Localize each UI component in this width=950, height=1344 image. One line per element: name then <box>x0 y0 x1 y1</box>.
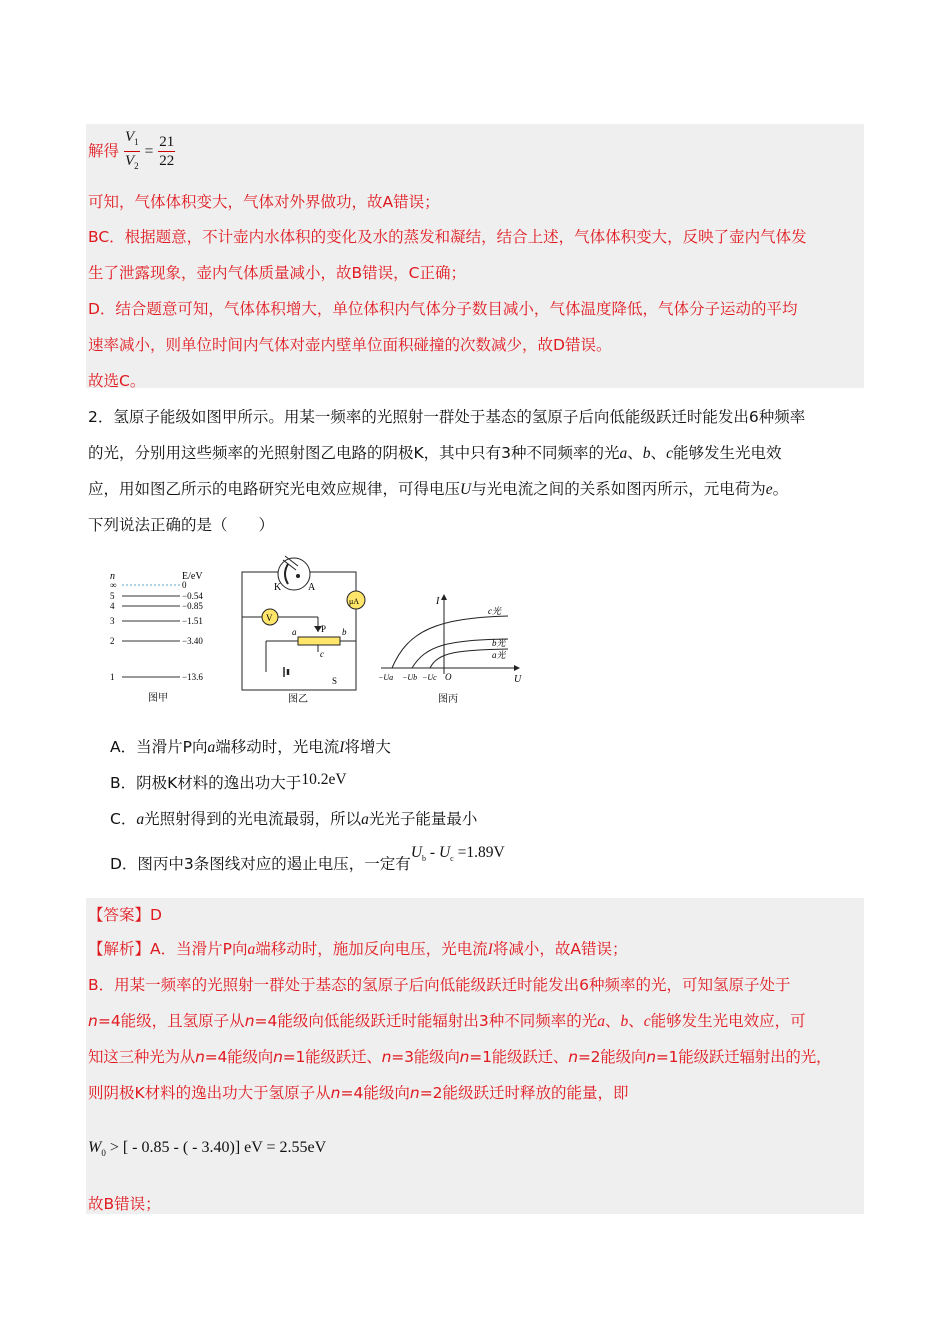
rheostat <box>298 637 340 645</box>
option-A-mid: 端移动时，光电流 <box>215 738 340 756</box>
var-b: b <box>620 1013 629 1030</box>
var-n: n <box>88 1012 98 1030</box>
fraction-lhs <box>124 128 140 175</box>
sub-b: b <box>422 854 427 864</box>
var-c: c <box>666 445 673 462</box>
ans-l5-b: =2能级跃迁时释放的能量，即 <box>419 1084 629 1102</box>
frac-rhs-den: 22 <box>159 153 175 169</box>
label-b: b <box>342 627 347 637</box>
origin-O: O <box>445 672 452 682</box>
frac-den: V <box>124 153 135 169</box>
label-V: V <box>266 613 273 623</box>
fraction-rhs <box>158 133 175 170</box>
option-D-value: =1.89V <box>457 844 505 861</box>
minus: - <box>429 844 439 861</box>
axis-U: U <box>514 674 522 685</box>
var-a: a <box>619 445 628 462</box>
option-B-text: B．阴极K材料的逸出功大于 <box>110 774 302 792</box>
var-W: W <box>88 1139 102 1156</box>
ans-l4-b: =1能级跃迁、 <box>282 1048 382 1066</box>
label-Ub: −Ub <box>402 673 418 682</box>
var-a: a <box>247 941 256 958</box>
ans-l1-mid: 端移动时，施加反向电压，光电流 <box>255 940 488 958</box>
option-C-text: C． <box>110 810 137 828</box>
q3-text-c: 。 <box>772 480 789 498</box>
answer-line-6: 故B错误； <box>88 1195 161 1213</box>
label-S: S <box>332 676 338 686</box>
solution-prefix: 解得 <box>88 142 120 160</box>
q2-text-a: 的光，分别用这些频率的光照射图乙电路的阴极K，其中只有3种不同频率的光 <box>88 444 620 462</box>
level-n-label: 1 <box>110 672 115 682</box>
var-U: U <box>410 844 423 861</box>
sep: 、 <box>650 444 667 462</box>
sep: 、 <box>627 444 643 462</box>
question-line-1: 2．氢原子能级如图甲所示。用某一频率的光照射一群处于基态的氢原子后向低能级跃迁时能发出6种频率 <box>88 408 806 426</box>
var-I: I <box>487 941 493 958</box>
equation-body: > [ - 0.85 - ( - 3.40)] eV = 2.55eV <box>105 1139 327 1156</box>
var-a: a <box>597 1013 605 1030</box>
solution-line-4: 生了泄露现象，壶内气体质量减小，故B错误，C正确； <box>88 264 466 282</box>
ans-l3-b: =4能级向低能级跃迁时能辐射出3种不同频率的光 <box>254 1012 598 1030</box>
ans-l4-d: =1能级跃迁、 <box>469 1048 569 1066</box>
option-D-text: D．图丙中3条图线对应的遏止电压，一定有 <box>110 855 411 873</box>
option-C-mid: 光照射得到的光电流最弱，所以 <box>144 810 362 828</box>
level-n-label: 5 <box>110 591 115 601</box>
jia-E-label: E/eV <box>182 571 203 582</box>
frac-rhs-num: 21 <box>159 134 175 150</box>
var-n: n <box>409 1084 420 1102</box>
figure-yi <box>236 552 366 707</box>
var-a: a <box>361 811 369 828</box>
ans-l5-a: =4能级向 <box>340 1084 410 1102</box>
answer-line-4 <box>88 1045 831 1067</box>
label-c-light: c光 <box>488 606 501 616</box>
ans-l4-f: =1能级跃迁辐射出的光， <box>655 1048 832 1066</box>
option-A-text: A．当滑片P向 <box>110 738 208 756</box>
var-a: a <box>136 811 145 828</box>
label-Uc: −Uc <box>422 673 437 682</box>
option-B-value: 10.2eV <box>301 771 347 788</box>
bing-caption: 图丙 <box>438 694 458 705</box>
var-b: b <box>642 445 651 462</box>
ans-l3-c: 能够发生光电效应，可 <box>650 1012 806 1030</box>
level-energy-label: −0.85 <box>182 601 203 611</box>
var-U: U <box>460 481 472 498</box>
option-A-post: 将增大 <box>344 738 391 756</box>
level-n-label: 4 <box>110 601 115 611</box>
option-B[interactable] <box>110 771 347 793</box>
question-line-2 <box>88 441 781 463</box>
question-line-3 <box>88 477 788 499</box>
label-P: P <box>321 624 327 634</box>
ans-l4-e: =2能级向 <box>577 1048 647 1066</box>
solution-line-2: 可知，气体体积变大，气体对外界做功，故A错误； <box>88 193 440 211</box>
question-line-4: 下列说法正确的是（ ） <box>88 516 275 534</box>
var-a: a <box>207 739 216 756</box>
option-C-post: 光光子能量最小 <box>368 810 478 828</box>
var-n: n <box>273 1048 283 1066</box>
level-n-label: ∞ <box>110 580 117 590</box>
level-energy-label: −0.54 <box>182 591 203 601</box>
label-b-light: b光 <box>492 638 506 648</box>
var-n: n <box>568 1048 578 1066</box>
ans-l4-pre: 知这三种光为从 <box>88 1048 196 1066</box>
figure-bing <box>378 590 528 705</box>
answer-equation <box>88 1139 326 1158</box>
var-U: U <box>438 844 451 861</box>
label-A: A <box>308 582 316 593</box>
ans-l4-a: =4能级向 <box>204 1048 274 1066</box>
option-C[interactable] <box>110 807 477 829</box>
frac-den-sub: 2 <box>134 161 139 171</box>
sub-0: 0 <box>101 1148 106 1159</box>
axis-I: I <box>436 596 440 607</box>
answer-line-5 <box>88 1081 629 1103</box>
yi-caption: 图乙 <box>288 694 308 705</box>
answer-line-2: B．用某一频率的光照射一群处于基态的氢原子后向低能级跃迁时能发出6种频率的光，可知氢原子处于 <box>88 976 791 994</box>
solution-line-7: 故选C。 <box>88 372 146 390</box>
ans-l1-pre: 【解析】A．当滑片P向 <box>88 940 248 958</box>
level-energy-label: −13.6 <box>182 672 203 682</box>
var-n: n <box>459 1048 470 1066</box>
label-a: a <box>292 627 297 637</box>
energy-levels <box>110 580 203 682</box>
ans-l5-pre: 则阴极K材料的逸出功大于氢原子从 <box>88 1084 331 1102</box>
label-Ua: −Ua <box>378 673 394 682</box>
q3-text-a: 应，用如图乙所示的电路研究光电效应规律，可得电压 <box>88 480 461 498</box>
var-c: c <box>643 1013 651 1030</box>
jia-caption: 图甲 <box>148 693 168 704</box>
var-n: n <box>646 1048 656 1066</box>
answer-label: 【答案】D <box>88 906 162 924</box>
q2-text-b: 能够发生光电效 <box>672 444 782 462</box>
option-D-formula <box>410 844 505 864</box>
figure-jia <box>100 565 220 705</box>
var-n: n <box>330 1084 341 1102</box>
q3-text-b: 与光电流之间的关系如图丙所示，元电荷为 <box>471 480 766 498</box>
label-K: K <box>274 582 282 593</box>
solution-equation <box>88 128 175 175</box>
curve-c <box>392 616 508 668</box>
frac-num: V <box>124 129 135 145</box>
var-n: n <box>381 1048 392 1066</box>
ans-l1-post: 将减小，故A错误； <box>492 940 628 958</box>
label-uA: μA <box>349 597 360 606</box>
var-e: e <box>765 481 773 498</box>
answer-line-1 <box>88 937 628 959</box>
option-A[interactable] <box>110 735 391 757</box>
level-energy-label: −3.40 <box>182 636 203 646</box>
label-c: c <box>320 649 324 659</box>
level-n-label: 3 <box>110 616 115 626</box>
sep: 、 <box>604 1012 621 1030</box>
jia-n-label: n <box>110 571 115 582</box>
level-energy-label: 0 <box>182 580 187 590</box>
level-energy-label: −1.51 <box>182 616 203 626</box>
option-D[interactable] <box>110 844 505 875</box>
label-a-light: a光 <box>492 650 506 660</box>
ans-l3-a: =4能级，且氢原子从 <box>97 1012 245 1030</box>
level-n-label: 2 <box>110 636 115 646</box>
var-I: I <box>339 739 345 756</box>
var-n: n <box>195 1048 205 1066</box>
solution-line-3: BC．根据题意，不计壶内水体积的变化及水的蒸发和凝结，结合上述，气体体积变大，反映了壶内气体发 <box>88 228 807 246</box>
solution-line-6: 速率减小，则单位时间内气体对壶内壁单位面积碰撞的次数减少，故D错误。 <box>88 336 612 354</box>
sep: 、 <box>628 1012 644 1030</box>
answer-line-3 <box>88 1009 806 1031</box>
frac-num-sub: 1 <box>134 137 139 147</box>
ans-l4-c: =3能级向 <box>391 1048 460 1066</box>
equals-sign: = <box>144 143 154 160</box>
solution-line-5: D．结合题意可知，气体体积增大，单位体积内气体分子数目减小，气体温度降低，气体分子运动的平均 <box>88 300 798 318</box>
sub-c: c <box>450 854 454 864</box>
var-n: n <box>244 1012 255 1030</box>
